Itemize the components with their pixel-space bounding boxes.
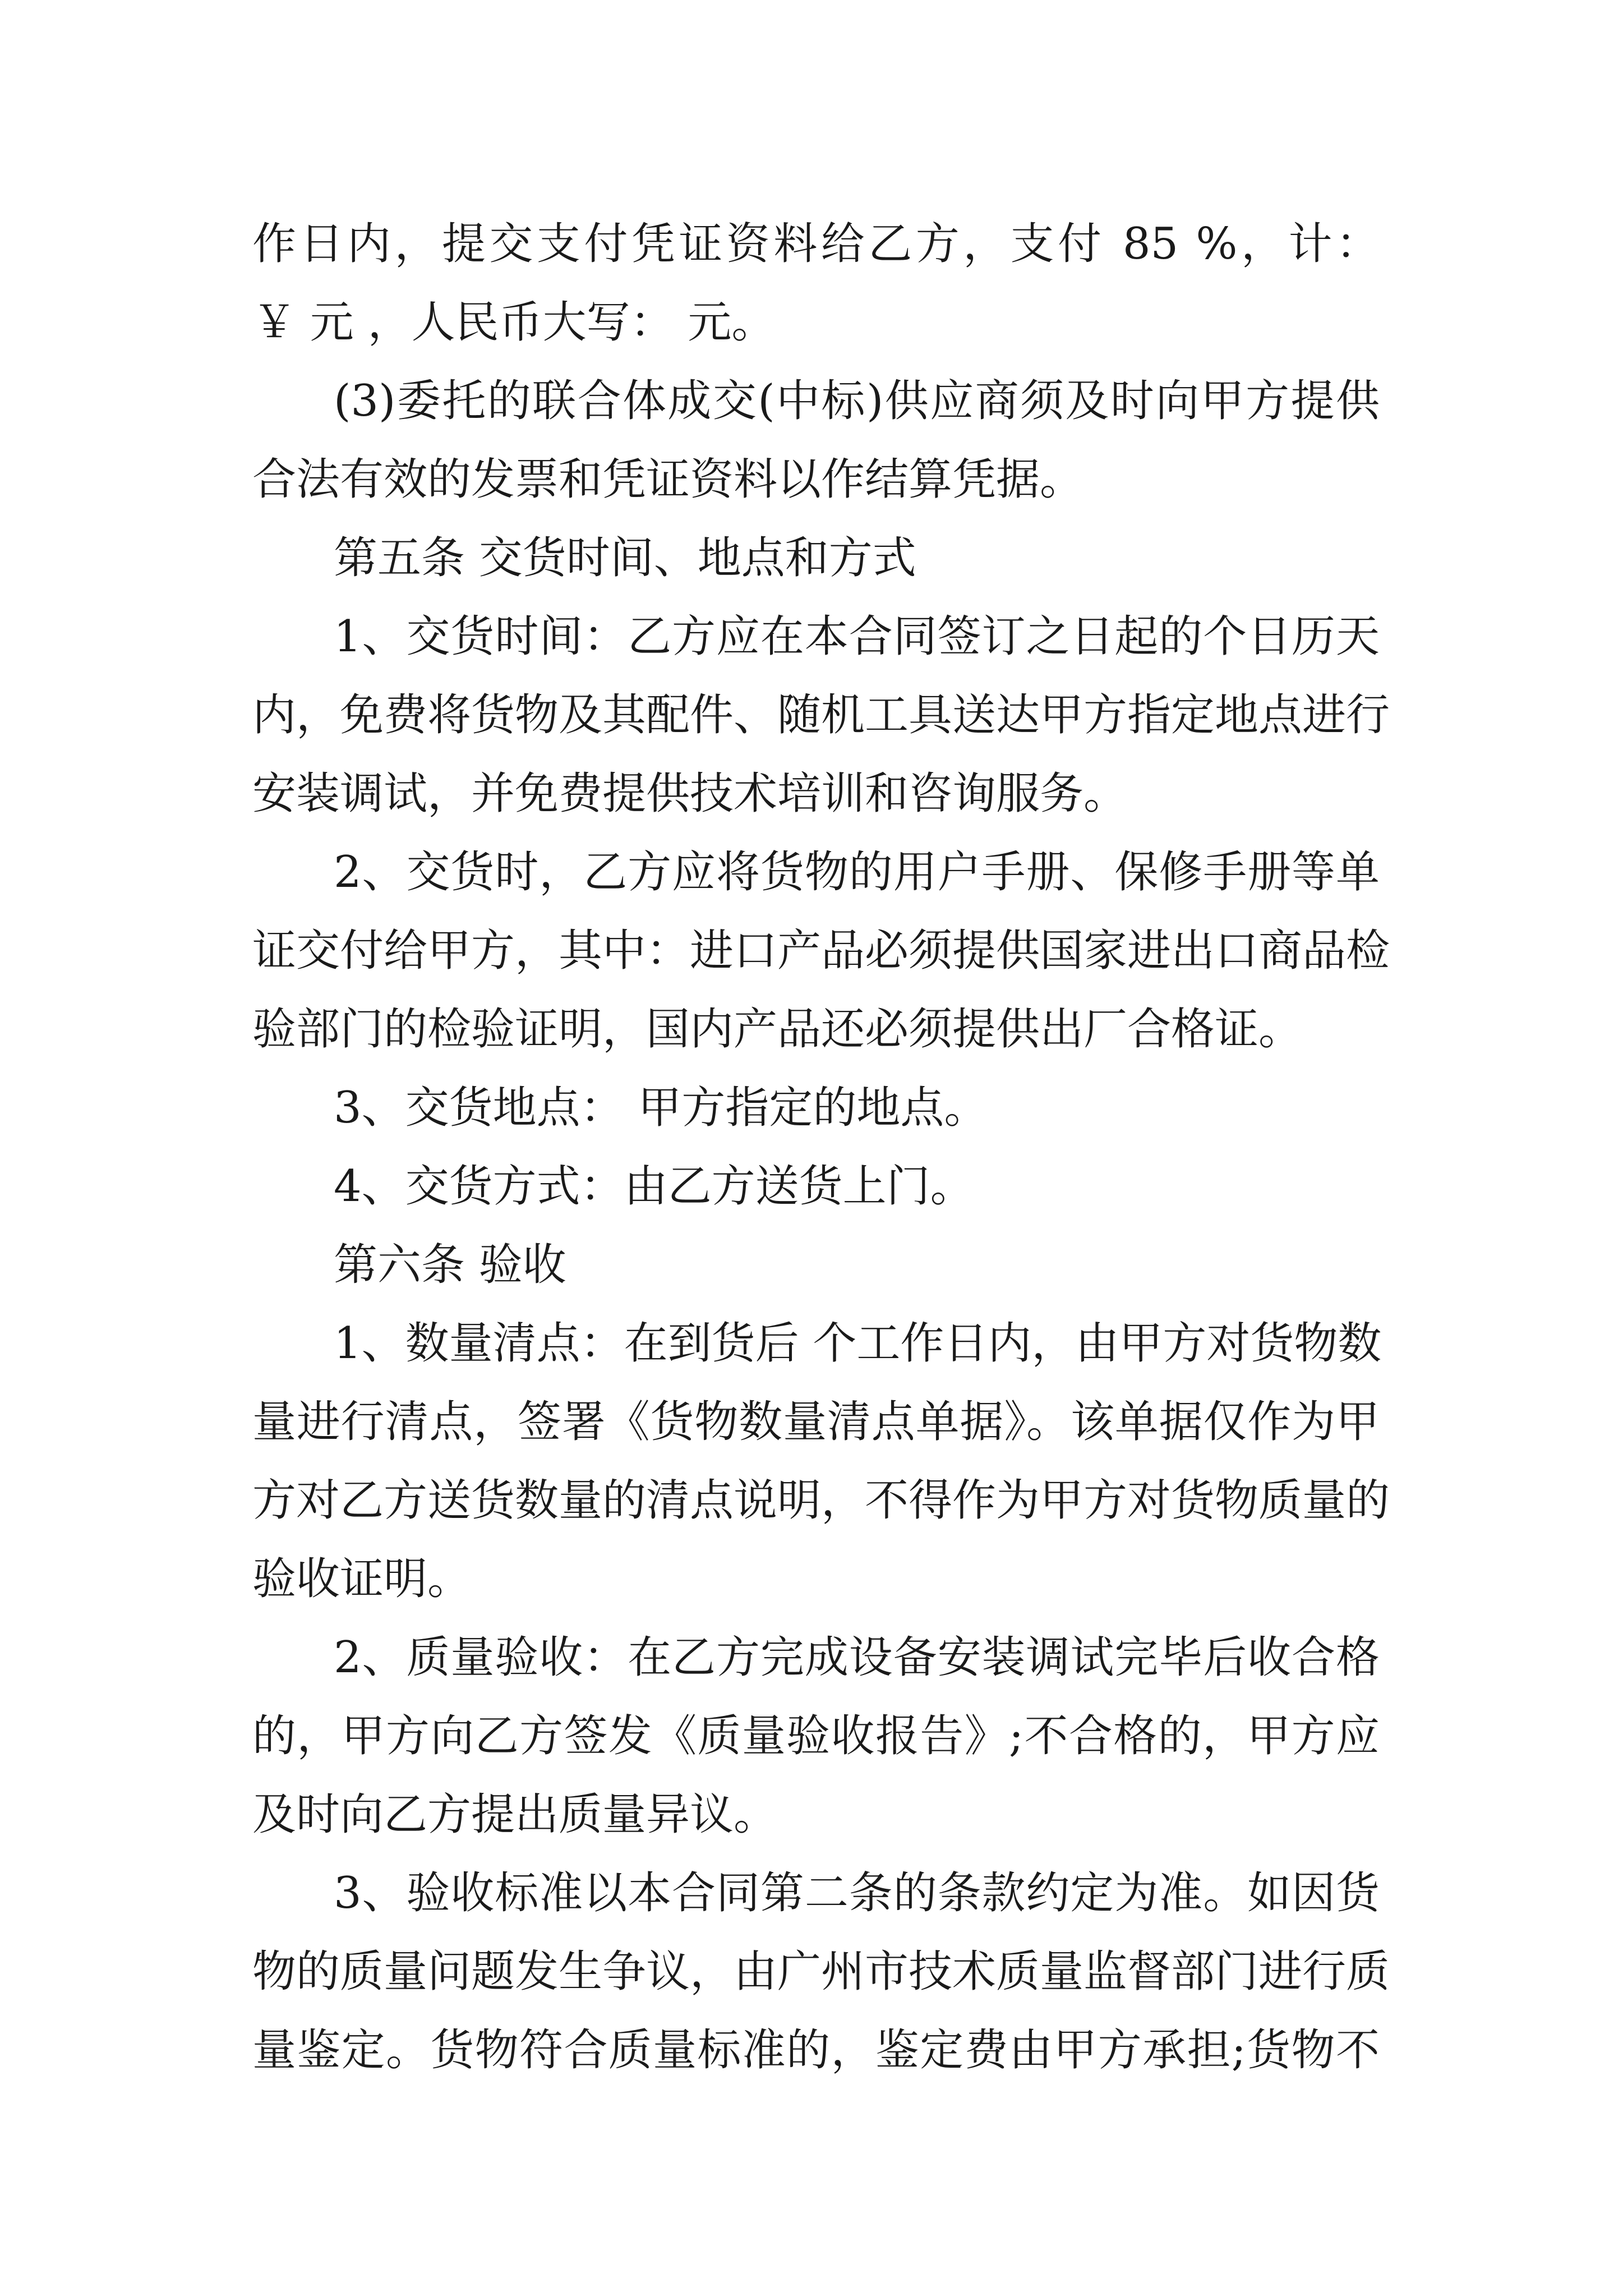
line-text: 量进行清点，签署《货物数量清点单据》。该单据仅作为甲 xyxy=(252,1397,1380,1447)
line-text: 第六条 验收 xyxy=(334,1240,566,1290)
paragraph-line xyxy=(252,906,1390,996)
paragraph-line xyxy=(334,1848,1380,1938)
line-text: ￥ 元 ，人民币大写： 元。 xyxy=(252,297,776,348)
paragraph-line xyxy=(334,356,1380,446)
line-text: 2、质量验收：在乙方完成设备安装调试完毕后收合格 xyxy=(334,1632,1380,1683)
paragraph-line xyxy=(334,827,1380,917)
line-text: 2、交货时，乙方应将货物的用户手册、保修手册等单 xyxy=(334,847,1380,898)
paragraph-line xyxy=(252,1377,1380,1467)
paragraph-line xyxy=(252,984,1318,1074)
line-text: 量鉴定。货物符合质量标准的，鉴定费由甲方承担;货物不 xyxy=(252,2025,1380,2076)
line-text: 合法有效的发票和凭证资料以作结算凭据。 xyxy=(252,454,1084,505)
line-text: (3)委托的联合体成交(中标)供应商须及时向甲方提供 xyxy=(334,376,1380,426)
section-heading xyxy=(334,513,1175,603)
section-heading xyxy=(334,1220,782,1310)
line-text: 的，甲方向乙方签发《质量验收报告》;不合格的，甲方应 xyxy=(252,1711,1380,1761)
paragraph-line xyxy=(252,435,1094,524)
paragraph-line xyxy=(252,199,1380,289)
line-text: 3、验收标准以本合同第二条的条款约定为准。如因货 xyxy=(334,1868,1380,1918)
paragraph-line xyxy=(334,1613,1380,1703)
paragraph-line xyxy=(252,1927,1390,2017)
paragraph-line xyxy=(334,1299,1380,1388)
line-text: 方对乙方送货数量的清点说明，不得作为甲方对货物质量的 xyxy=(252,1475,1390,1526)
line-text: 1、数量清点：在到货后 个工作日内，由甲方对货物数 xyxy=(334,1318,1382,1369)
line-text: 及时向乙方提出质量异议。 xyxy=(252,1789,778,1840)
line-text: 1、交货时间：乙方应在本合同签订之日起的个日历天 xyxy=(334,611,1380,662)
paragraph-line xyxy=(334,592,1380,682)
paragraph-line xyxy=(252,1534,589,1624)
paragraph-line xyxy=(252,1691,1380,1781)
line-text: 验部门的检验证明，国内产品还必须提供出厂合格证。 xyxy=(252,1004,1303,1055)
paragraph-line xyxy=(252,278,1038,367)
line-text: 作日内，提交支付凭证资料给乙方，支付 85 %，计： xyxy=(252,219,1380,269)
paragraph-line xyxy=(252,749,1150,839)
paragraph-line xyxy=(252,1456,1390,1545)
line-text: 安装调试，并免费提供技术培训和咨询服务。 xyxy=(252,769,1128,819)
paragraph-line xyxy=(252,670,1390,760)
paragraph-line xyxy=(334,1063,1007,1153)
paragraph-line xyxy=(252,1770,813,1860)
paragraph-line xyxy=(334,1142,1007,1231)
line-text: 物的质量问题发生争议，由广州市技术质量监督部门进行质 xyxy=(252,1947,1390,1997)
line-text: 验收证明。 xyxy=(252,1554,472,1604)
line-text: 4、交货方式：由乙方送货上门。 xyxy=(334,1161,974,1212)
line-text: 3、交货地点： 甲方指定的地点。 xyxy=(334,1083,988,1133)
paragraph-line xyxy=(252,2005,1380,2095)
line-text: 第五条 交货时间、地点和方式 xyxy=(334,533,916,583)
line-text: 内，免费将货物及其配件、随机工具送达甲方指定地点进行 xyxy=(252,690,1390,740)
line-text: 证交付给甲方，其中：进口产品必须提供国家进出口商品检 xyxy=(252,926,1390,976)
